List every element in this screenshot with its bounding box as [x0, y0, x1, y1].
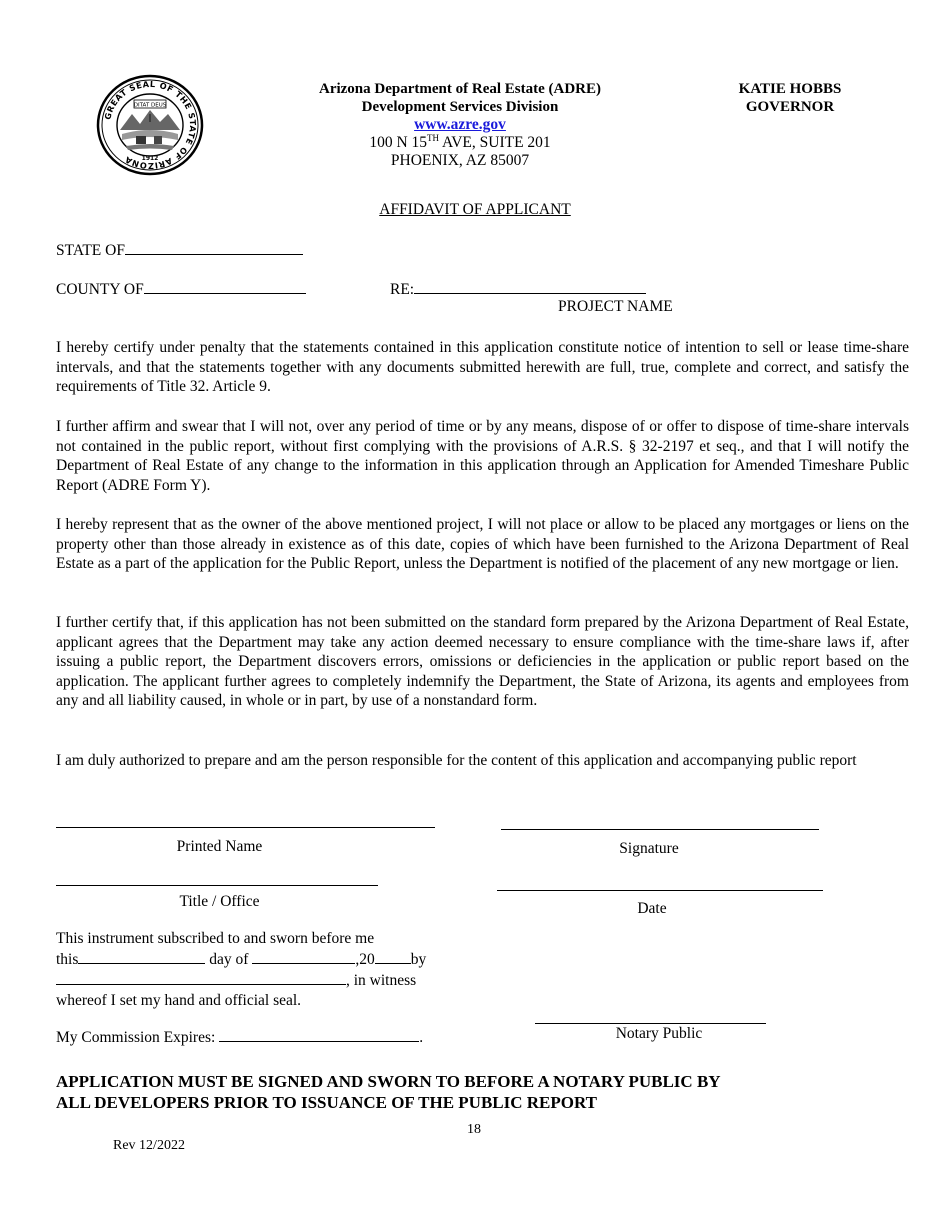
commission-expires-input[interactable] [219, 1027, 419, 1042]
website-link[interactable]: www.azre.gov [414, 116, 506, 133]
governor-title: GOVERNOR [745, 99, 835, 115]
svg-text:1912: 1912 [141, 155, 159, 162]
notary-line-2: this day of ,20 by [56, 951, 427, 968]
signature-caption: Signature [619, 840, 679, 857]
state-of-input[interactable] [125, 240, 303, 255]
notary-requirement-warning: APPLICATION MUST BE SIGNED AND SWORN TO BEFORE A NOTARY PUBLIC BY ALL DEVELOPERS PRIOR TO ISSUANCE OF THE PUBLIC REPORT [56, 1072, 721, 1112]
department-name: Arizona Department of Real Estate (ADRE) [318, 81, 602, 97]
re-field: RE: [390, 279, 646, 299]
county-of-field: COUNTY OF [56, 279, 306, 299]
paragraph-further-certify: I further certify that, if this application has not been submitted on the standard form prepared by the Arizona Department of Real Estate, applicant agrees that the Department may take any action deemed necessary to ensure compliance with the time-share laws if, after issuing a public report, the Department discovers errors, omissions or deficiencies in the application or public report based on the application. The applicant further agrees to completely indemnify the Department, the State of Arizona, its agents and employees from any and all liability caused, in whole or in part, by use of a nonstandard form. [56, 614, 909, 709]
notary-line-3: , in witness [56, 970, 426, 991]
signature-line[interactable] [501, 829, 819, 830]
state-of-field: STATE OF [56, 240, 303, 260]
revision-label: Rev 12/2022 [113, 1138, 185, 1153]
notary-line-1: This instrument subscribed to and sworn before me [56, 930, 375, 947]
title-office-line[interactable] [56, 885, 378, 886]
title-office-caption: Title / Office [179, 893, 260, 910]
state-seal [96, 74, 204, 176]
date-caption: Date [637, 900, 667, 917]
document-title: AFFIDAVIT OF APPLICANT [379, 201, 571, 218]
paragraph-certify: I hereby certify under penalty that the statements contained in this application constitute notice of intention to sell or lease time-share intervals, and that the statements together with any documents submitted herewith are full, true, complete and correct, and satisfy the requirements of Title 32. Article 9. [56, 339, 909, 395]
project-name-caption: PROJECT NAME [558, 298, 673, 315]
county-of-input[interactable] [144, 279, 306, 294]
notary-block [56, 929, 426, 1011]
division-name: Development Services Division [361, 99, 559, 115]
governor-block [715, 80, 865, 116]
svg-text:DITAT DEUS: DITAT DEUS [133, 102, 167, 109]
notary-line-4: whereof I set my hand and official seal. [56, 992, 302, 1009]
notary-by-input[interactable] [56, 970, 346, 985]
notary-day-input[interactable] [78, 949, 205, 964]
printed-name-line[interactable] [56, 827, 435, 828]
notary-public-line[interactable] [535, 1023, 766, 1024]
governor-name: KATIE HOBBS [738, 81, 842, 97]
paragraph-authorized: I am duly authorized to prepare and am the person responsible for the content of this application and accompanying public report [56, 752, 857, 769]
paragraph-represent: I hereby represent that as the owner of the above mentioned project, I will not place or allow to be placed any mortgages or liens on the property other than those already in existence as of this date, copies of which have been furnished to the Arizona Department of Real Estate as a part of the application for the Public Report, unless the Department is notified of the placement of any new mortgage or lien. [56, 516, 909, 572]
notary-year-input[interactable] [375, 949, 411, 964]
agency-header [290, 80, 630, 170]
notary-month-input[interactable] [252, 949, 355, 964]
paragraph-affirm: I further affirm and swear that I will not, over any period of time or by any means, dispose of or offer to dispose of time-share intervals not contained in the public report, without first complying with the provisions of A.R.S. § 32-2197 et seq., and that I will notify the Department of Real Estate of any change to the information in this application through an Application for Amended Timeshare Public Report (ADRE Form Y). [56, 418, 909, 494]
page-number: 18 [467, 1122, 481, 1137]
printed-name-caption: Printed Name [176, 838, 263, 855]
svg-text:GREAT SEAL OF THE STATE OF ARI: GREAT SEAL OF THE STATE OF ARIZONA [102, 78, 199, 172]
address-line-1: 100 N 15TH AVE, SUITE 201 [369, 133, 551, 151]
notary-public-caption: Notary Public [615, 1025, 703, 1042]
commission-expires-field: My Commission Expires: . [56, 1029, 424, 1046]
date-line[interactable] [497, 890, 823, 891]
project-name-input[interactable] [414, 279, 646, 294]
address-line-2: PHOENIX, AZ 85007 [390, 152, 530, 169]
